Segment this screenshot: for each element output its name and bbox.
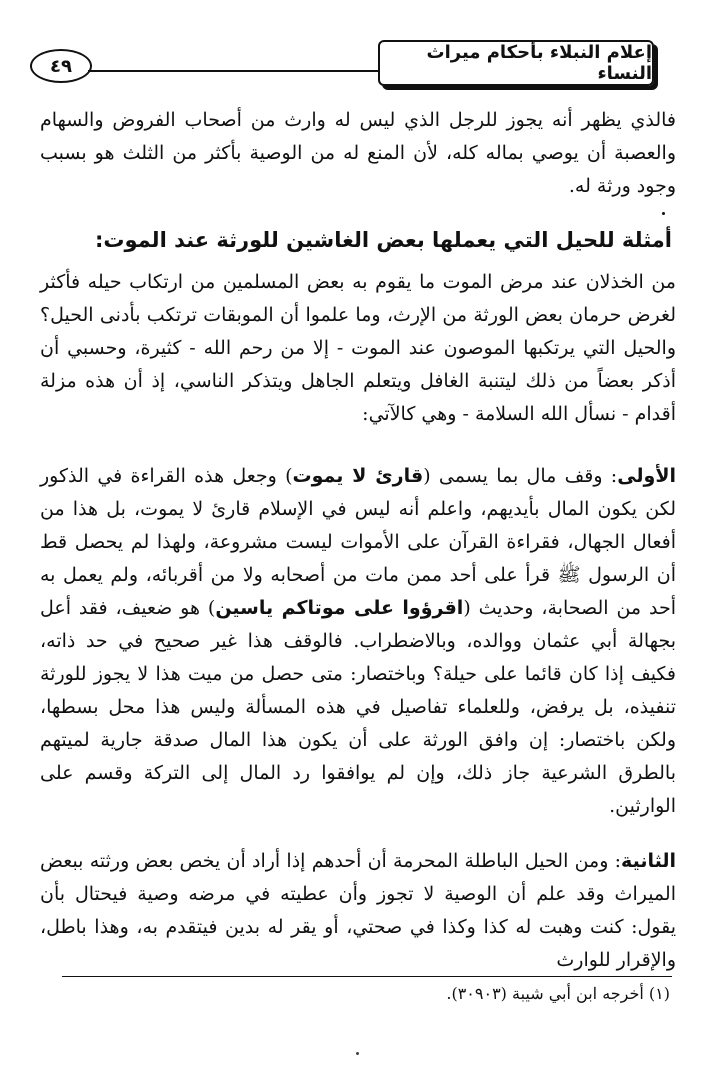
- page-number-badge: ٤٩: [30, 49, 92, 83]
- first-example-text: [40, 460, 676, 823]
- second-example-text: [40, 845, 676, 977]
- intro-paragraph: [40, 104, 676, 203]
- second-example-label: الثانية: [621, 850, 676, 872]
- first-example-middle: ) وجعل هذه القراءة في الذكور لكن يكون المال بأيديهم، واعلم أنه ليس في الإسلام قارئ لا يموت، بل هذا من أفعال الجهال، فقراءة القرآن على الأموات ليست مشروعة، ولهذا لم يحصل قط أن الرسول ﷺ قرأ على أحد ممن مات من أصحابه ولا من أقربائه، ولم يعمل به أحد من الصحابة، وحديث (: [40, 465, 676, 619]
- header-rule: [88, 70, 380, 72]
- first-example-label: الأولى: [617, 465, 677, 487]
- scan-mark: [356, 1052, 359, 1055]
- first-example-term: قارئ لا يموت: [292, 465, 424, 487]
- section-paragraph: [40, 266, 676, 431]
- footnote-divider: [62, 976, 672, 977]
- footnote: (١) أخرجه ابن أبي شيبة (٣٠٩٠٣).: [446, 984, 670, 1003]
- hadith-quote: اقرؤوا على موتاكم ياسين: [215, 597, 464, 619]
- second-example-body: : ومن الحيل الباطلة المحرمة أن أحدهم إذا أراد أن يخص بعض ورثته ببعض الميراث وقد علم أن الوصية لا تجوز وأن عطيته في مرضه وصية فيحتال بأن يقول: كنت وهبت له كذا وكذا في صحتي، أو يقر له بدين فيتقدم به، وهذا باطل، والإقرار للوارث: [40, 850, 676, 971]
- first-example-paragraph: [40, 460, 676, 823]
- second-example-paragraph: [40, 845, 676, 977]
- intro-text: فالذي يظهر أنه يجوز للرجل الذي ليس له وارث من أصحاب الفروض والسهام والعصبة أن يوصي بماله كله، لأن المنع له من الوصية بأكثر من الثلث هو بسبب وجود ورثة له.: [40, 109, 676, 197]
- first-example-before: : وقف مال بما يسمى (: [423, 465, 618, 487]
- section-heading: أمثلة للحيل التي يعملها بعض الغاشين للورثة عند الموت:: [94, 228, 672, 252]
- book-title-header: إعلام النبلاء بأحكام ميراث النساء: [378, 40, 654, 86]
- first-example-after: ) هو ضعيف، فقد أعل بجهالة أبي عثمان ووالده، وبالاضطراب. فالوقف هذا غير صحيح في حد ذاته، فكيف إذا كان قائما على حيلة؟ وباختصار: متى حصل من ميت هذا لا يجوز للورثة تنفيذه، بل يرفض، وللعلماء تفاصيل في هذه المسألة وليس هذا محل بسطها، ولكن باختصار: إن وافق الورثة على أن يكون هذا المال صدقة جارية لميتهم بالطرق الشرعية جاز ذلك، وإن لم يوافقوا رد المال إلى التركة وقسم على الوارثين.: [40, 597, 676, 817]
- stray-dot: [662, 212, 665, 215]
- section-text: من الخذلان عند مرض الموت ما يقوم به بعض المسلمين من ارتكاب حيله فأكثر لغرض حرمان بعض الورثة من الإرث، وما علموا أن الموبقات ترتكب بأدنى الحيل؟ والحيل التي يرتكبها الموصون عند الموت - إلا من رحم الله - كثيرة، وحسبي أن أذكر بعضاً من ذلك ليتنبة الغافل ويتعلم الجاهل ويتذكر الناسي، إذ أن هذه مزلة أقدام - نسأل الله السلامة - وهي كالآتي:: [40, 271, 676, 425]
